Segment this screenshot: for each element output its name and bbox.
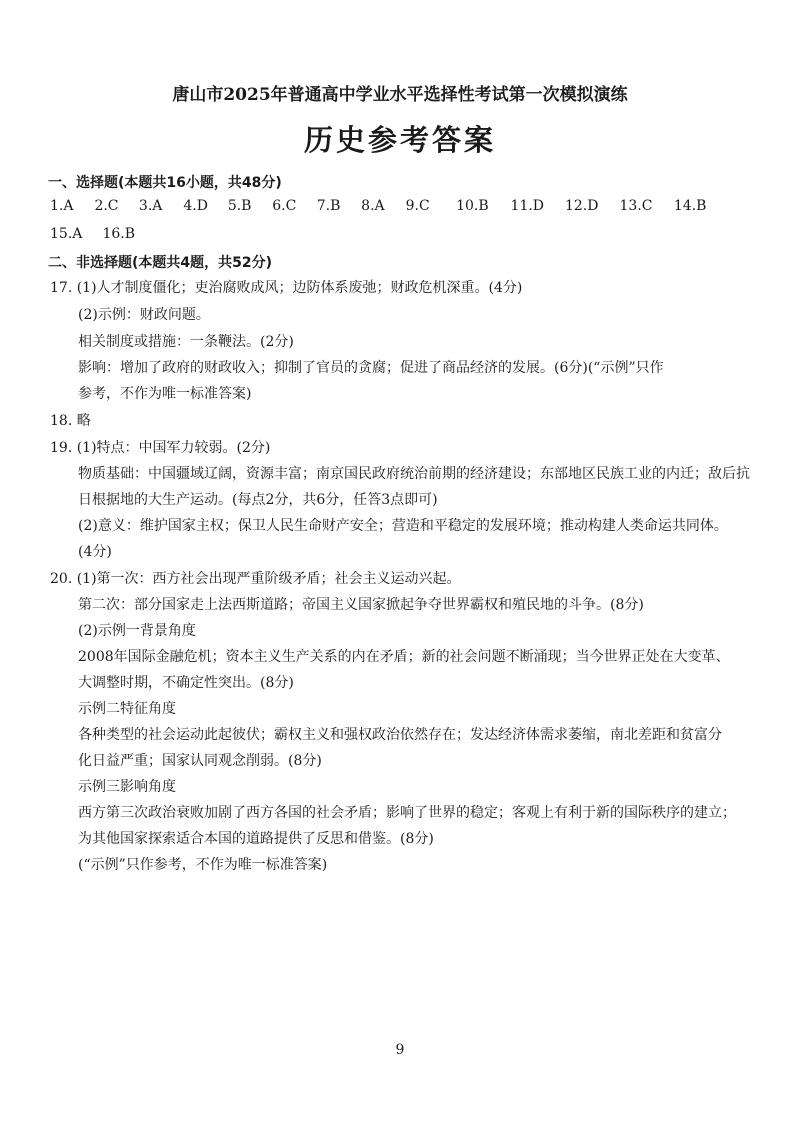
answer-line: 19. (1)特点：中国军力较弱。(2分) <box>50 440 271 456</box>
answer-line: 示例三影响角度 <box>78 779 176 795</box>
answer-line: 20. (1)第一次：西方社会出现严重阶级矛盾；社会主义运动兴起。 <box>50 571 461 587</box>
mc-answer: 13.C <box>619 198 653 214</box>
mc-answer: 7.B <box>316 198 341 214</box>
answer-line: 示例二特征角度 <box>78 701 176 717</box>
answer-line: (“示例”只作参考，不作为唯一标准答案) <box>78 857 328 873</box>
mc-answers-row-1 <box>50 198 724 214</box>
mc-answer: 10.B <box>456 198 489 214</box>
mc-answer: 9.C <box>405 198 430 214</box>
mc-answer: 16.B <box>102 226 136 242</box>
mc-answer: 8.A <box>361 198 385 214</box>
mc-answer: 5.B <box>227 198 252 214</box>
answer-line: 各种类型的社会运动此起彼伏；霸权主义和强权政治依然存在；发达经济体需求萎缩，南北差距和贫富分 <box>78 727 722 743</box>
answer-line: (2)示例一背景角度 <box>78 623 196 639</box>
mc-answer: 2.C <box>94 198 119 214</box>
mc-answer: 11.D <box>510 198 545 214</box>
answer-line: 西方第三次政治衰败加剧了西方各国的社会矛盾；影响了世界的稳定；客观上有利于新的国际秩序的建立； <box>78 805 736 821</box>
answer-line: 18. 略 <box>50 413 91 429</box>
mc-answer: 1.A <box>50 198 74 214</box>
mc-answer: 14.B <box>673 198 707 214</box>
section-1-title: 一、选择题(本题共16小题，共48分) <box>48 175 282 191</box>
answer-line: (2)示例：财政问题。 <box>78 307 210 323</box>
answer-line: 为其他国家探索适合本国的道路提供了反思和借鉴。(8分) <box>78 831 434 847</box>
answer-line: 17. (1)人才制度僵化；吏治腐败成风；边防体系废弛；财政危机深重。(4分) <box>50 280 523 296</box>
mc-answer: 15.A <box>50 226 83 242</box>
answer-line: 物质基础：中国疆域辽阔，资源丰富；南京国民政府统治前期的经济建设；东部地区民族工业的内迁；敌后抗 <box>78 466 750 482</box>
answer-line: 第二次：部分国家走上法西斯道路；帝国主义国家掀起争夺世界霸权和殖民地的斗争。(8分) <box>78 597 644 613</box>
document-title: 历史参考答案 <box>303 123 496 157</box>
answer-line: (4分) <box>78 544 112 560</box>
answer-line: 影响：增加了政府的财政收入；抑制了官员的贪腐；促进了商品经济的发展。(6分)(“示例”只作 <box>78 360 664 376</box>
answer-line: 化日益严重；国家认同观念削弱。(8分) <box>78 753 322 769</box>
answer-line: 大调整时期，不确定性突出。(8分) <box>78 675 294 691</box>
section-2-title: 二、非选择题(本题共4题，共52分) <box>48 255 273 271</box>
page-number: 9 <box>395 1042 405 1058</box>
answer-line: 参考，不作为唯一标准答案) <box>78 386 252 402</box>
answer-line: 日根据地的大生产运动。(每点2分，共6分，任答3点即可) <box>78 492 438 508</box>
mc-answer: 6.C <box>272 198 297 214</box>
mc-answers-row-2 <box>50 226 152 242</box>
answer-line: 2008年国际金融危机；资本主义生产关系的内在矛盾；新的社会问题不断涌现；当今世界正处在大变革、 <box>78 649 730 665</box>
mc-answer: 12.D <box>564 198 599 214</box>
mc-answer: 3.A <box>138 198 163 214</box>
answer-line: (2)意义：维护国家主权；保卫人民生命财产安全；营造和平稳定的发展环境；推动构建人类命运共同体。 <box>78 518 728 534</box>
mc-answer: 4.D <box>183 198 208 214</box>
exam-title: 唐山市2025年普通高中学业水平选择性考试第一次模拟演练 <box>172 85 628 105</box>
answer-line: 相关制度或措施：一条鞭法。(2分) <box>78 334 294 350</box>
